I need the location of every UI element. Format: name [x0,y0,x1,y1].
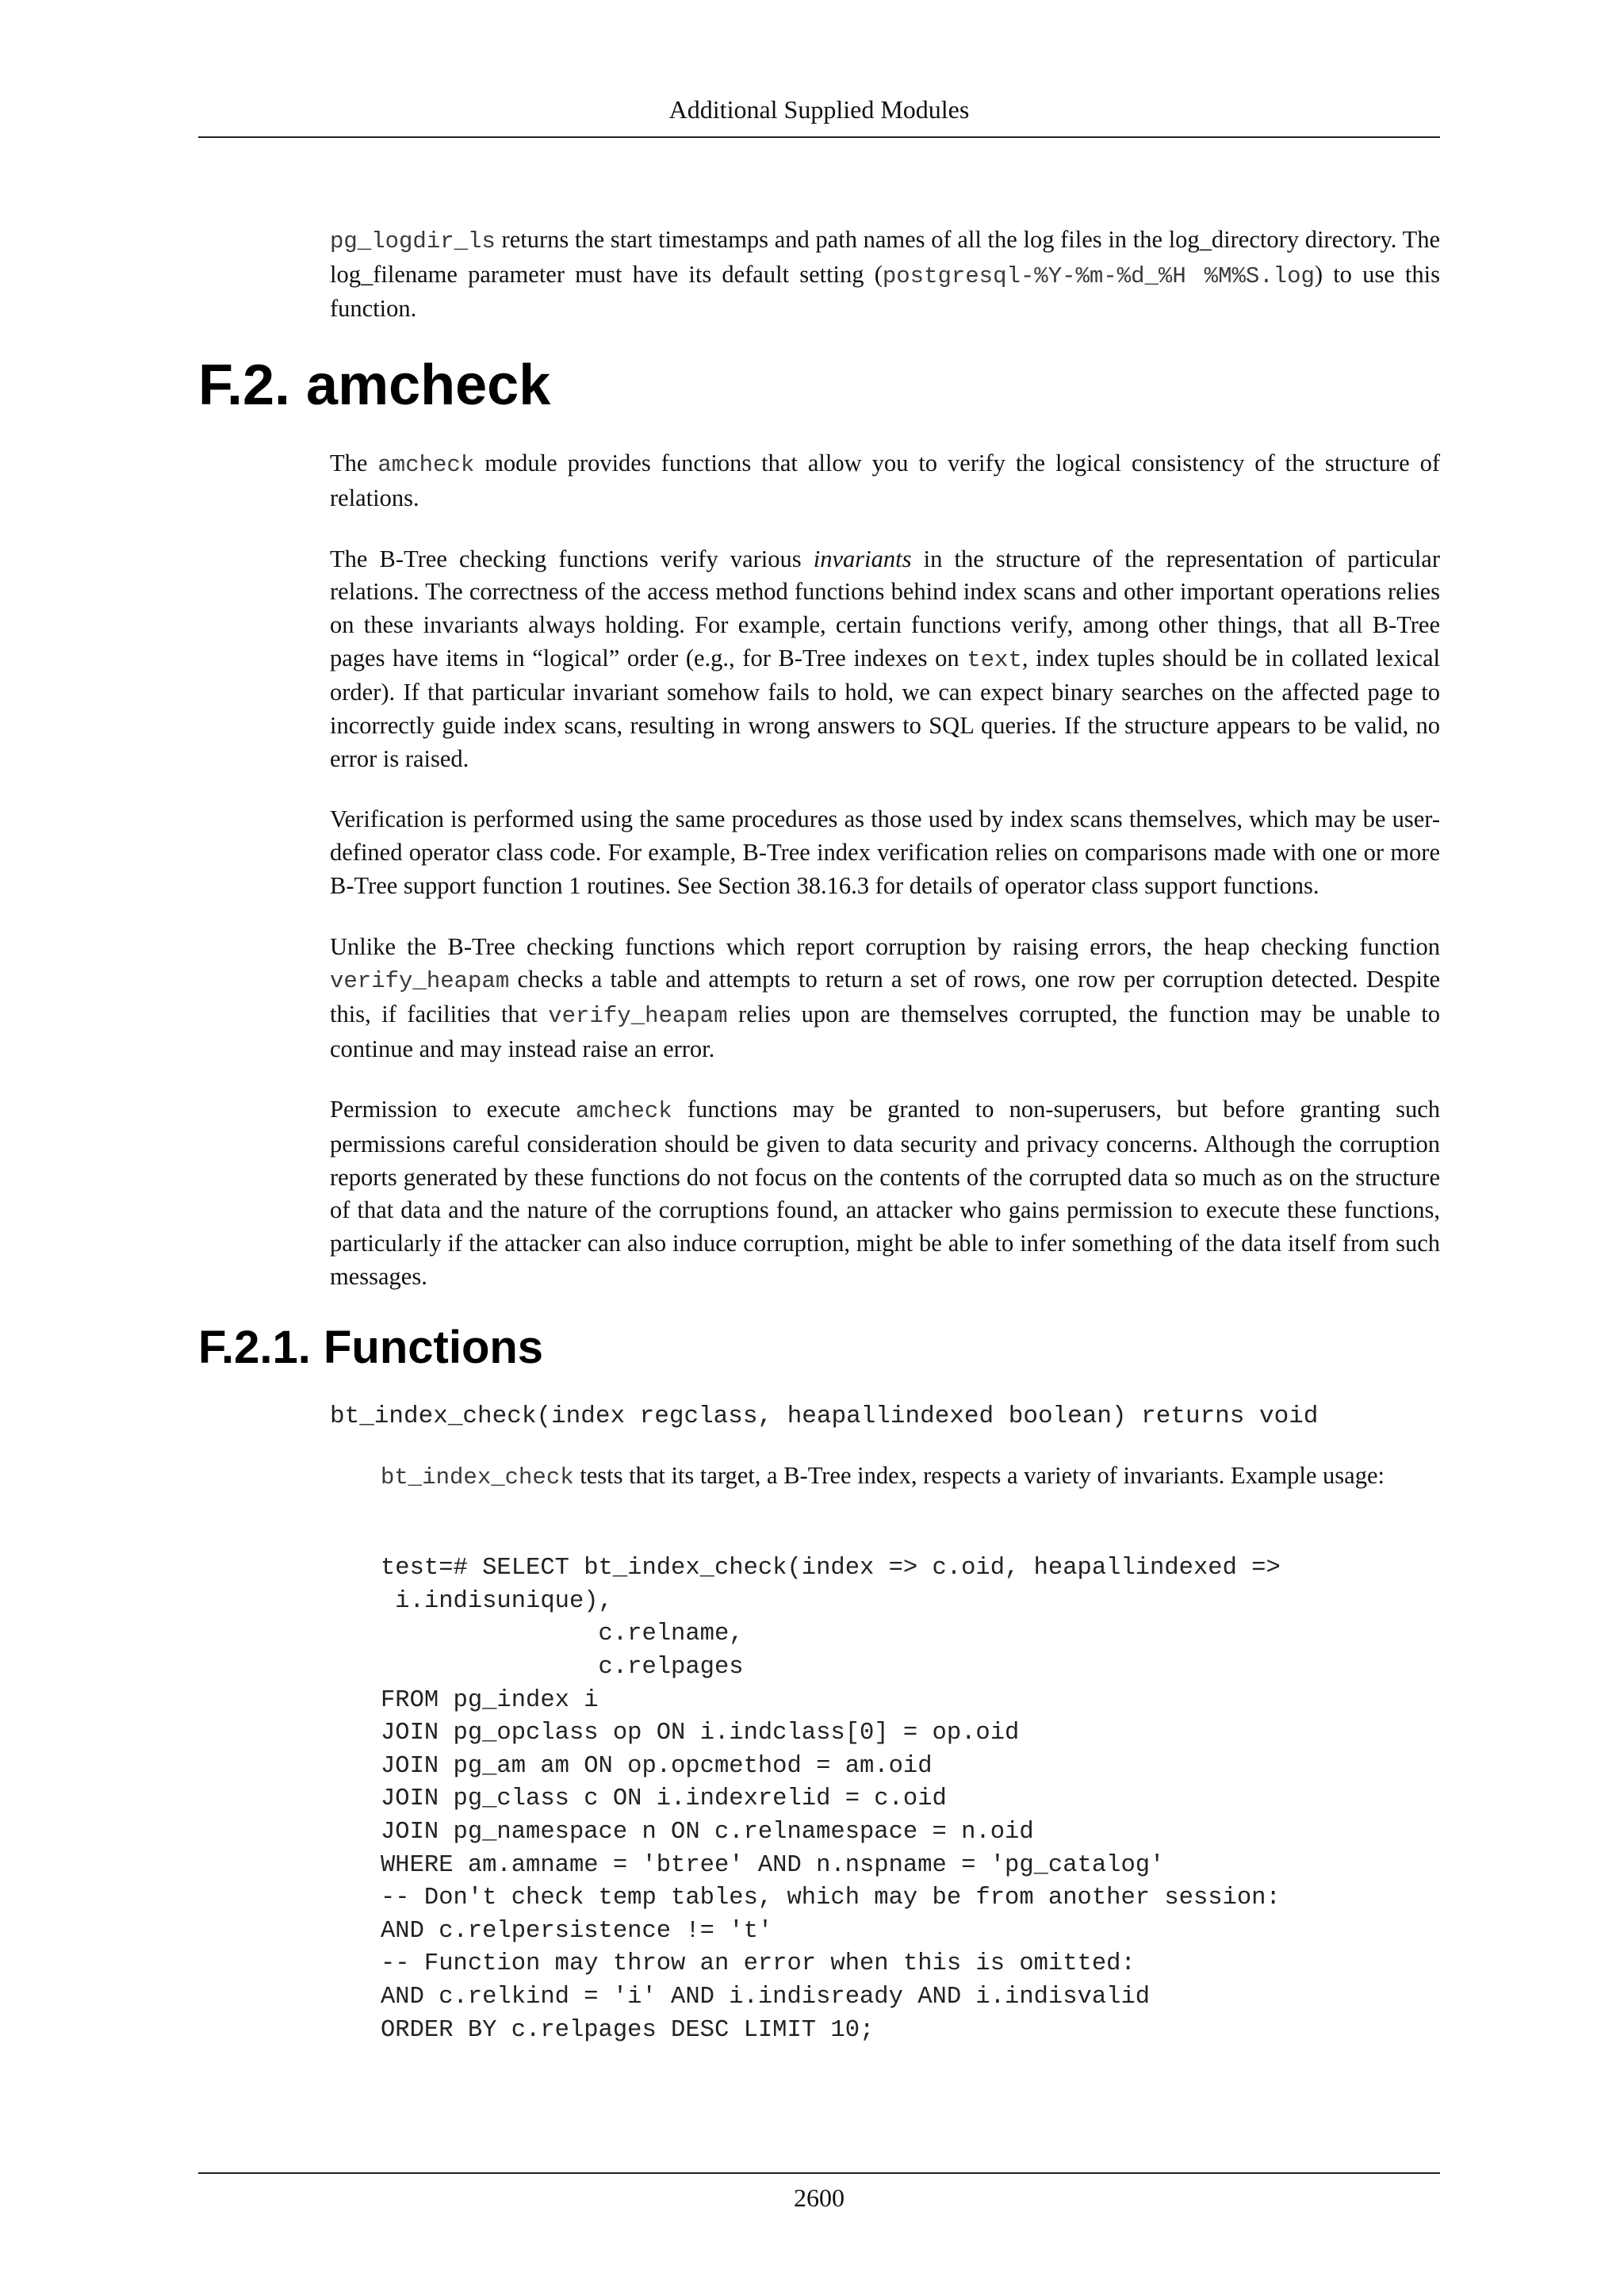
text-run: ) to use this function. [330,260,1440,323]
paragraph-btree-invariants [330,543,1440,776]
inline-code: amcheck [575,1098,672,1125]
inline-code: text [967,646,1022,673]
inline-code: verify_heapam [548,1002,728,1029]
footer-rule [198,2172,1440,2174]
paragraph-heap-checking [330,931,1440,1066]
code-example: test=# SELECT bt_index_check(index => c.oid, heapallindexed => i.indisunique), c.relname, c.relpages FROM pg_index i JOIN pg_opclass op ON i.indclass[0] = op.oid JOIN pg_am am ON op.opcmethod = am.oid JOIN pg_class c ON i.indexrelid = c.oid JOIN pg_namespace n ON c.relnamespace = n.oid WHERE am.amname = 'btree' AND n.nspname = 'pg_catalog' -- Don't check temp tables, which may be from another session: AND c.relpersistence != 't' -- Function may throw an error when this is omitted: AND c.relkind = 'i' AND i.indisready AND i.indisvalid ORDER BY c.relpages DESC LIMIT 10; [381,1555,1281,2044]
page-content [198,224,1440,2047]
text-run: Unlike the B-Tree checking functions which report corruption by raising errors, the heap checking function [330,932,1440,960]
text-run: relies upon are themselves corrupted, the function may be unable to continue and may instead raise an error. [330,1000,1440,1062]
text-run: functions may be granted to non-superusers, but before granting such permissions careful consideration should be given to data security and privacy concerns. Although the corruption reports generated by these functions do not focus on the contents of the corrupted data so much as on the structure of that data and the nature of the corruptions found, an attacker who gains permission to execute these functions, particularly if the attacker can also induce corruption, might be able to infer something of the data itself from such messages. [330,1096,1440,1290]
emphasis: invariants [813,545,912,572]
section-heading: F.2. amcheck [198,354,551,418]
inline-code: amcheck [377,452,475,479]
text-run: returns the start timestamps and path names of all the log files in the log_directory directory. The log_filename parameter must have its default setting ( [330,226,1440,288]
text-run: module provides functions that allow you to verify the logical consistency of the structure of relations. [330,450,1441,511]
page-number: 2600 [794,2183,845,2212]
text-run: checks a table and attempts to return a set of rows, one row per corruption detected. Despite this, if facilities that [330,966,1440,1027]
inline-code: verify_heapam [330,968,510,995]
inline-code: pg_logdir_ls [330,228,496,254]
page-header: Additional Supplied Modules [668,95,970,124]
text-run: , index tuples should be in collated lexical order). If that particular invariant somehow fails to hold, we can expect binary searches on the affected page to incorrectly guide index scans, resulting in wrong answers to SQL queries. If the structure appears to be valid, no error is raised. [330,644,1440,772]
text-run: The [330,450,378,477]
function-description [381,1460,1440,1494]
function-signature: bt_index_check(index regclass, heapallindexed boolean) returns void [330,1402,1319,1430]
inline-code: postgresql-%Y-%m-%d_%H %M%S.log [882,262,1315,289]
paragraph-permissions [330,1093,1440,1293]
intro-paragraph [330,224,1440,326]
inline-code: bt_index_check [381,1464,574,1490]
text-run: The B-Tree checking functions verify various [330,545,814,572]
header-rule [198,136,1440,138]
text-run: Permission to execute [330,1096,576,1123]
text-run: in the structure of the representation of particular relations. The correctness of the access method functions behind index scans and other important operations relies on these invariants always holding. For example, certain functions verify, among other things, that all B-Tree pages have items in “logical” order (e.g., for B-Tree indexes on [330,545,1440,672]
paragraph-verification: Verification is performed using the same procedures as those used by index scans themselves, which may be user-defined operator class code. For example, B-Tree index verification relies on comparisons made with one or more B-Tree support function 1 routines. See Section 38.16.3 for details of operator class support functions. [330,806,1440,899]
paragraph-amcheck-intro [330,447,1440,515]
subsection-heading: F.2.1. Functions [198,1321,544,1373]
text-run: tests that its target, a B-Tree index, respects a variety of invariants. Example usage: [573,1461,1385,1489]
